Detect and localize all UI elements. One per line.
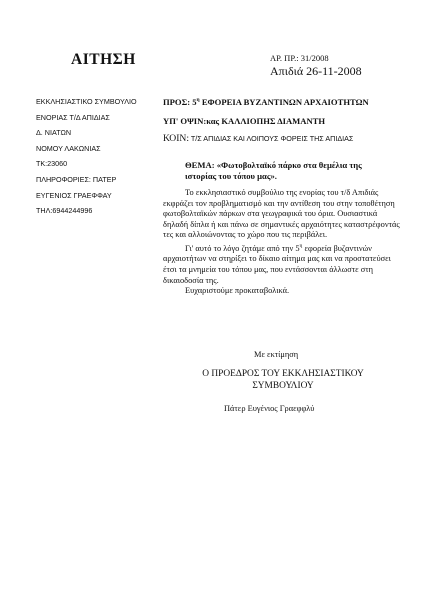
recipient-to bbox=[163, 97, 369, 107]
body-paragraph-2-text: εφορεία βυζαντινών αρχαιοτήτων να στηρίξει το δίκαιο αίτημα μας και να προστατεύσει έτσι τα μνημεία του τόπου μας, που εντάσσονται άλλωστε στη δικαιοδοσία της. bbox=[163, 243, 391, 285]
ordinal-superscript: η bbox=[196, 97, 200, 104]
closing-phrase: Με εκτίμηση bbox=[254, 350, 299, 359]
sender-line: ΝΟΜΟΥ ΛΑΚΩΝΙΑΣ bbox=[36, 143, 101, 153]
sender-line: ΕΚΚΛΗΣΙΑΣΤΙΚΟ ΣΥΜΒΟΥΛΙΟ bbox=[36, 97, 137, 106]
signatory-title-line-1: Ο ΠΡΟΕΔΡΟΣ ΤΟΥ ΕΚΚΛΗΣΙΑΣΤΙΚΟΥ bbox=[202, 369, 364, 379]
sender-line: ΕΝΟΡΙΑΣ Τ/Δ ΑΠΙΔΙΑΣ bbox=[36, 112, 110, 122]
sender-line: ΕΥΓΕΝΙΟΣ ΓΡΑΕΦΦΑΥ bbox=[36, 190, 112, 200]
body-thanks: Ευχαριστούμε προκαταβολικά. bbox=[185, 286, 290, 296]
signatory-title-line-2: ΣΥΜΒΟΥΛΙΟΥ bbox=[252, 381, 314, 391]
body-paragraph-2-prefix: Γι' αυτό το λόγο ζητάμε από την 5 bbox=[185, 243, 300, 253]
sender-line: ΤΚ:23060 bbox=[36, 159, 68, 169]
sender-line: ΤΗΛ:6944244996 bbox=[36, 206, 93, 216]
sender-line: ΠΛΗΡΟΦΟΡΙΕΣ: ΠΑΤΕΡ bbox=[36, 174, 117, 184]
cc-value: Τ/Σ ΑΠΙΔΙΑΣ ΚΑΙ ΛΟΙΠΟΥΣ ΦΟΡΕΙΣ ΤΗΣ ΑΠΙΔΙΑΣ bbox=[188, 134, 354, 143]
recipient-cc bbox=[163, 133, 353, 144]
body-paragraph-2 bbox=[163, 241, 403, 286]
sender-block bbox=[36, 97, 161, 222]
signatory-title bbox=[163, 368, 403, 392]
ordinal-superscript: η bbox=[299, 242, 303, 249]
body-paragraph-1: Το εκκλησιαστικό συμβούλιο της ενορίας του τ/δ Απιδιάς εκφράζει τον προβληματισμό και την αντίθεση του στην τοποθέτηση φωτοβολταϊκών πάρκων στα γεωγραφικά του όρια. Ουσιαστικά δηλαδή δίπλα ή και πάνω σε σημαντικές αρχαιότητες καταστρέφοντάς τες και αλλοιώνοντας το χώρο που τις περιβάλει. bbox=[163, 188, 400, 240]
recipient-to-prefix: ΠΡΟΣ: 5 bbox=[163, 97, 197, 107]
cc-label: ΚΟΙΝ: bbox=[163, 133, 189, 144]
signatory-name: Πάτερ Ευγένιος Γραεφφλύ bbox=[224, 404, 315, 413]
document-date: Απιδιά 26-11-2008 bbox=[270, 64, 362, 78]
subject-line: ΘΕΜΑ: «Φωτοβολταϊκό πάρκο στα θεμέλια της ιστορίας του τόπου μας». bbox=[185, 160, 362, 181]
recipient-attention: ΥΠ' ΟΨΙΝ:κας ΚΑΛΛΙΟΠΗΣ ΔΙΑΜΑΝΤΗ bbox=[163, 116, 326, 126]
protocol-number: ΑΡ. ΠΡ.: 31/2008 bbox=[270, 53, 329, 63]
letter-body bbox=[163, 188, 403, 297]
document-title: ΑΙΤΗΣΗ bbox=[71, 51, 136, 68]
recipient-to-name: ΕΦΟΡΕΙΑ ΒΥΖΑΝΤΙΝΩΝ ΑΡΧΑΙΟΤΗΤΩΝ bbox=[199, 97, 369, 107]
sender-line: Δ. ΝΙΑΤΩΝ bbox=[36, 128, 72, 138]
